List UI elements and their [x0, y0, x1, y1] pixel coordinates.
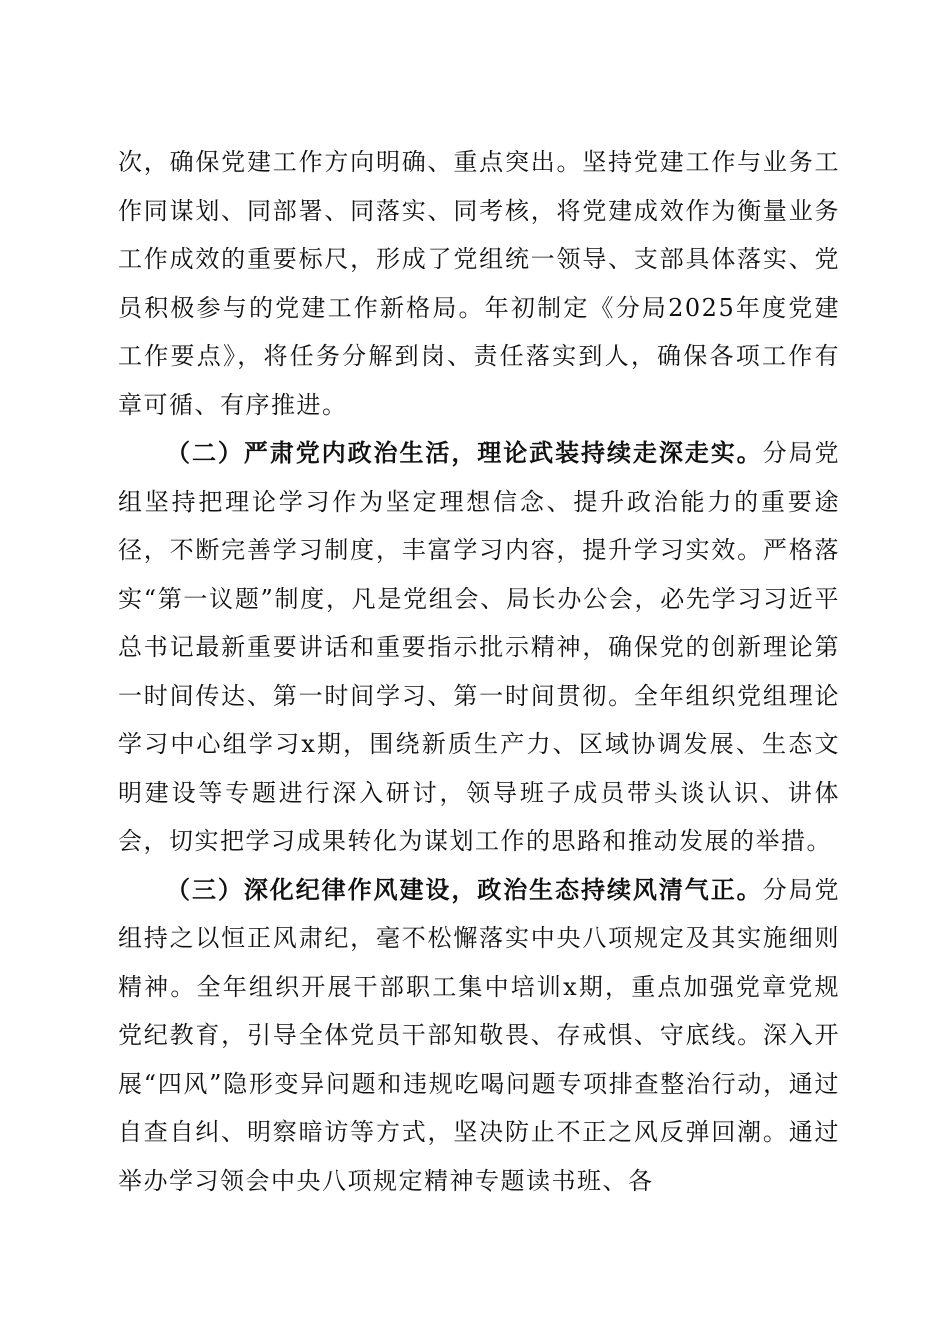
paragraph-text: 分局党组坚持把理论学习作为坚定理想信念、提升政治能力的重要途径，不断完善学习制度，丰富学习内容，提升学习实效。严格落实“第一议题”制度，凡是党组会、局长办公会，必先学习习近平总书记最新重要讲话和重要指示批示精神，确保党的创新理论第一时间传达、第一时间学习、第一时间贯彻。全年组织党组理论学习中心组学习x期，围绕新质生产力、区域协调发展、生态文明建设等专题进行深入研讨，领导班子成员带头谈认识、讲体会，切实把学习成果转化为谋划工作的思路和推动发展的举措。 [118, 439, 841, 855]
paragraph-text: 次，确保党建工作方向明确、重点突出。坚持党建工作与业务工作同谋划、同部署、同落实、同考核，将党建成效作为衡量业务工作成效的重要标尺，形成了党组统一领导、支部具体落实、党员积极参与的党建工作新格局。年初制定《分局2025年度党建工作要点》，将任务分解到岗、责任落实到人，确保各项工作有章可循、有序推进。 [118, 148, 840, 419]
document-body [118, 138, 840, 1205]
paragraph-continuation [118, 138, 840, 429]
paragraph-section-2 [118, 429, 840, 866]
paragraph-section-3 [118, 866, 840, 1206]
section-heading-3: （三）深化纪律作风建设，政治生态持续风清气正。 [166, 874, 763, 904]
section-heading-2: （二）严肃党内政治生活，理论武装持续走深走实。 [166, 438, 763, 467]
paragraph-text: 分局党组持之以恒正风肃纪，毫不松懈落实中央八项规定及其实施细则精神。全年组织开展干部职工集中培训x期，重点加强党章党规党纪教育，引导全体党员干部知敬畏、存戒惧、守底线。深入开展“四风”隐形变异问题和违规吃喝问题专项排查整治行动，通过自查自纠、明察暗访等方式，坚决防止不正之风反弹回潮。通过举办学习领会中央八项规定精神专题读书班、各 [118, 875, 841, 1195]
